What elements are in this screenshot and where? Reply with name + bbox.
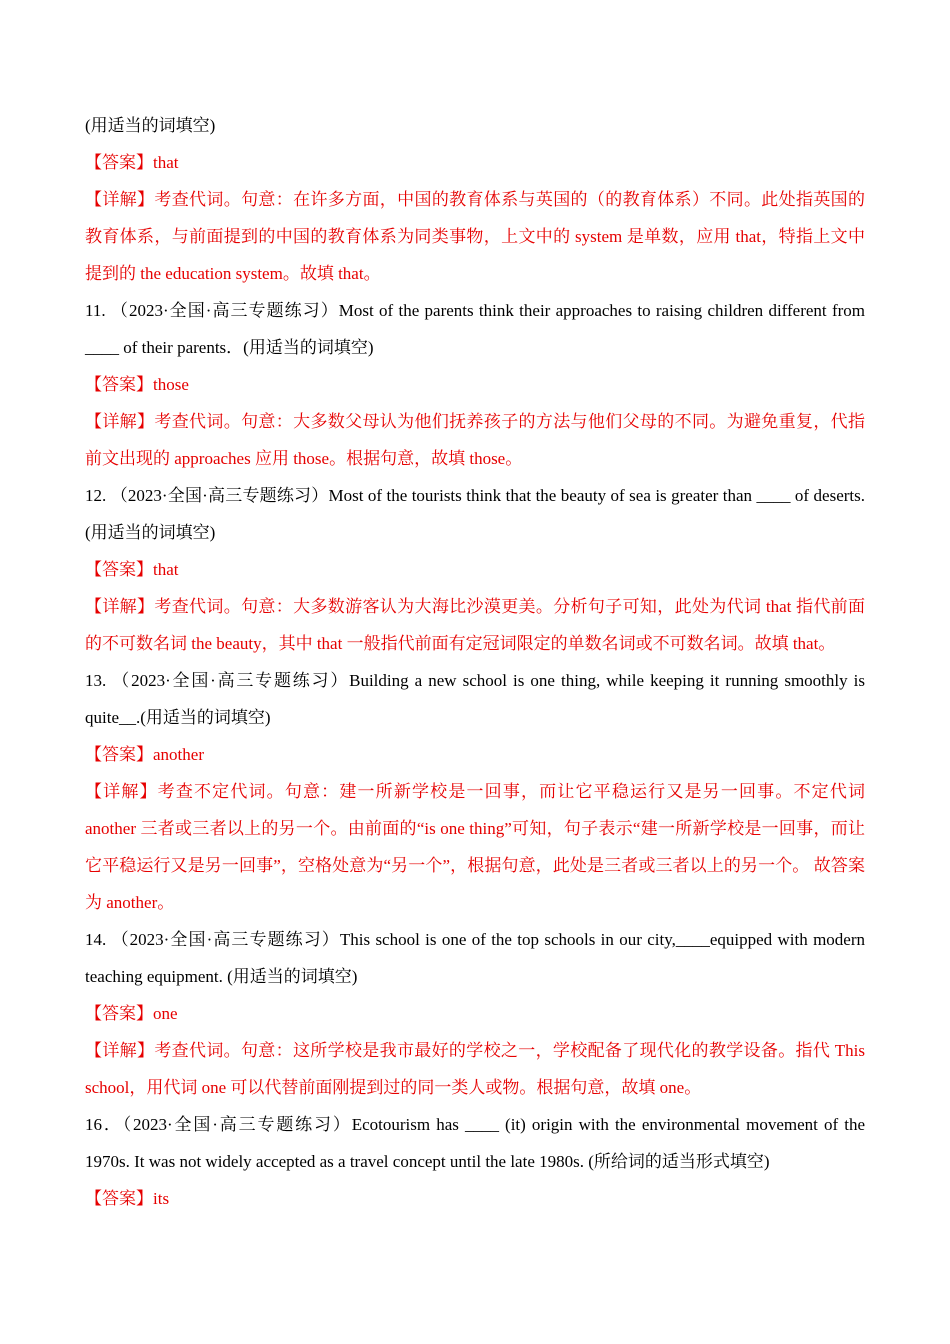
analysis-label: 【详解】 bbox=[85, 412, 155, 431]
answer-line-q13 bbox=[85, 736, 865, 773]
analysis-body: 考查不定代词。句意：建一所新学校是一回事，而让它平稳运行又是另一回事。不定代词 another 三者或三者以上的另一个。由前面的“is one thing”可知，句子表示“建一所新学校是一回事，而让它平稳运行又是另一回事”，空格处意为“另一个”，根据句意，此处是三者或三者以上的另一个。 故答案为 another。 bbox=[85, 782, 866, 912]
analysis-label: 【详解】 bbox=[85, 597, 155, 616]
question-source: （2023·全国·高三专题练习） bbox=[122, 1115, 352, 1134]
analysis-line-q10 bbox=[85, 181, 865, 292]
analysis-label: 【详解】 bbox=[85, 1041, 155, 1060]
question-number: 13. bbox=[85, 671, 107, 690]
question-13 bbox=[85, 662, 865, 736]
question-source: （2023·全国·高三专题练习） bbox=[110, 486, 329, 505]
analysis-label: 【详解】 bbox=[85, 190, 155, 209]
answer-line-q11 bbox=[85, 366, 865, 403]
answer-line-q10 bbox=[85, 144, 865, 181]
answer-line-q12 bbox=[85, 551, 865, 588]
analysis-body: 考查代词。句意：大多数游客认为大海比沙漠更美。分析句子可知，此处为代词 that 指代前面的不可数名词 the beauty，其中 that 一般指代前面有定冠词限定的单数名词或不可数名词。故填 that。 bbox=[85, 597, 866, 653]
question-11 bbox=[85, 292, 865, 366]
answer-label: 【答案】 bbox=[85, 745, 153, 764]
question-12 bbox=[85, 477, 865, 551]
analysis-body: 考查代词。句意：在许多方面，中国的教育体系与英国的（的教育体系）不同。此处指英国的教育体系，与前面提到的中国的教育体系为同类事物，上文中的 system 是单数，应用 that，特指上文中提到的 the education system。故填 that。 bbox=[85, 190, 866, 283]
question-text: Most of the tourists think that the beauty of sea is greater than ____ of deserts. (用适当的词填空) bbox=[85, 486, 865, 542]
answer-line-q14 bbox=[85, 995, 865, 1032]
question-text: This school is one of the top schools in our city,____equipped with modern teaching equipment. (用适当的词填空) bbox=[85, 930, 865, 986]
analysis-line-q13 bbox=[85, 773, 865, 921]
question-text: Ecotourism has ____ (it) origin with the environmental movement of the 1970s. It was not widely accepted as a travel concept until the late 1980s. (所给词的适当形式填空) bbox=[85, 1115, 865, 1171]
answer-value: one bbox=[153, 1004, 178, 1023]
answer-label: 【答案】 bbox=[85, 560, 153, 579]
question-source: （2023·全国·高三专题练习） bbox=[112, 671, 350, 690]
answer-value: that bbox=[153, 560, 179, 579]
analysis-line-q14 bbox=[85, 1032, 865, 1106]
answer-value: that bbox=[153, 153, 179, 172]
analysis-line-q12 bbox=[85, 588, 865, 662]
answer-value: those bbox=[153, 375, 189, 394]
question-number: 12. bbox=[85, 486, 107, 505]
analysis-body: 考查代词。句意：这所学校是我市最好的学校之一，学校配备了现代化的教学设备。指代 This school，用代词 one 可以代替前面刚提到过的同一类人或物。根据句意，故填 one。 bbox=[85, 1041, 865, 1097]
analysis-label: 【详解】 bbox=[85, 782, 158, 801]
question-number: 16． bbox=[85, 1115, 123, 1134]
answer-value: its bbox=[153, 1189, 170, 1208]
question-14 bbox=[85, 921, 865, 995]
answer-label: 【答案】 bbox=[85, 1004, 153, 1023]
question-source: （2023·全国·高三专题练习） bbox=[111, 930, 340, 949]
question-number: 14. bbox=[85, 930, 107, 949]
question-text: Building a new school is one thing, while keeping it running smoothly is quite__.(用适当的词填空) bbox=[85, 671, 865, 727]
question-text: Most of the parents think their approaches to raising children different from ____ of their parents．(用适当的词填空) bbox=[85, 301, 865, 357]
answer-label: 【答案】 bbox=[85, 375, 153, 394]
question-number: 11. bbox=[85, 301, 106, 320]
answer-line-q16 bbox=[85, 1180, 865, 1217]
analysis-line-q11 bbox=[85, 403, 865, 477]
analysis-body: 考查代词。句意：大多数父母认为他们抚养孩子的方法与他们父母的不同。为避免重复，代指前文出现的 approaches 应用 those。根据句意，故填 those。 bbox=[85, 412, 866, 468]
answer-label: 【答案】 bbox=[85, 153, 153, 172]
fill-instruction-note: (用适当的词填空) bbox=[85, 116, 216, 135]
question-source: （2023·全国·高三专题练习） bbox=[110, 301, 339, 320]
answer-value: another bbox=[153, 745, 204, 764]
answer-label: 【答案】 bbox=[85, 1189, 153, 1208]
question-16 bbox=[85, 1106, 865, 1180]
